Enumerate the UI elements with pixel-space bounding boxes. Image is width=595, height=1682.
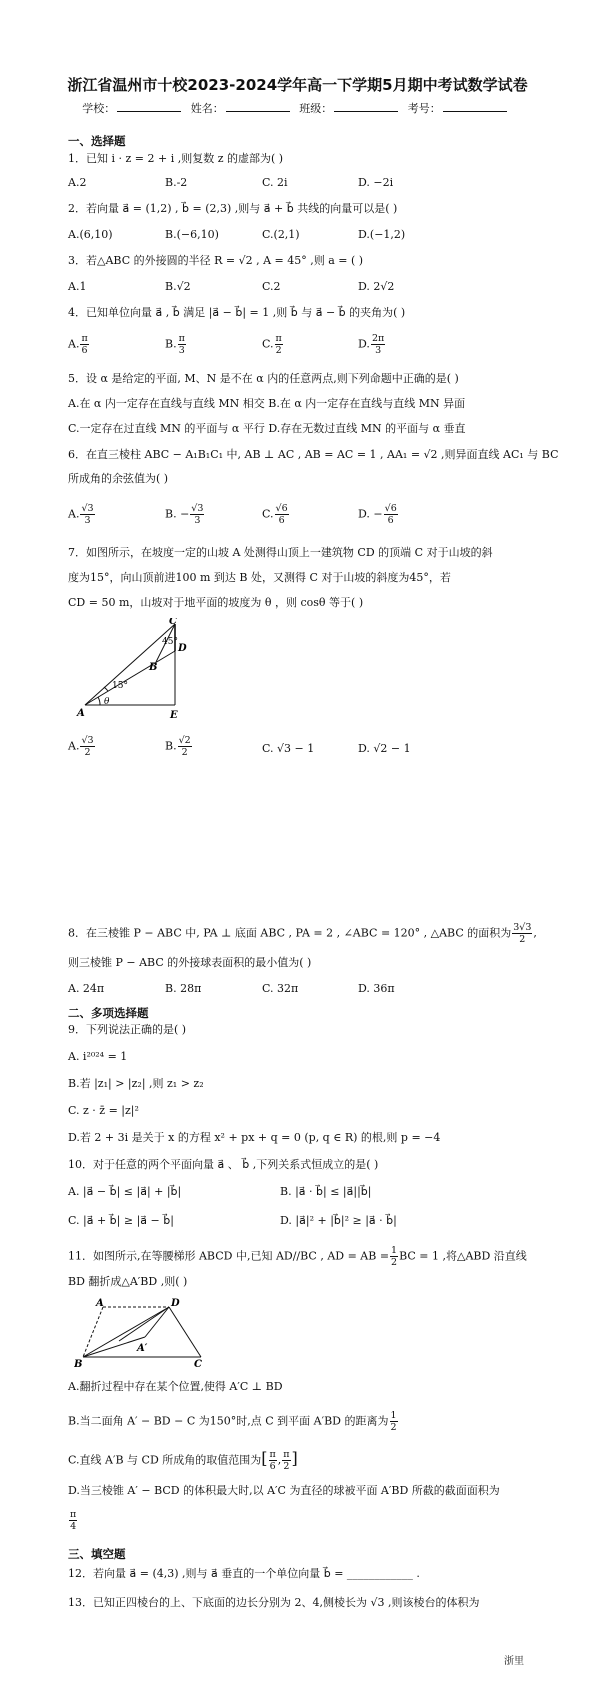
q11-option-d-line2 xyxy=(68,1509,78,1532)
q9-option-c: C. z · z̄ = |z|² xyxy=(68,1104,139,1117)
q8-stem-text: 8．在三棱锥 P − ABC 中, PA ⊥ 底面 ABC , PA = 2 , ∠ABC = 120° , △ABC 的面积为 xyxy=(68,926,512,940)
q11-label-a: A xyxy=(96,1298,104,1309)
footer-watermark: 浙里 xyxy=(504,1656,524,1667)
q3-option-d: D. 2√2 xyxy=(358,280,395,293)
q11-b-text: B.当二面角 A′ − BD − C 为150°时,点 C 到平面 A′BD 的距离为 xyxy=(68,1414,389,1428)
student-info-row xyxy=(0,100,595,116)
q4-d-label: D. xyxy=(358,337,370,351)
q7-option-a xyxy=(68,735,96,758)
q7-label-45deg: 45° xyxy=(162,637,178,647)
question-3-stem: 3．若△ABC 的外接圆的半径 R = √2 , A = 45° ,则 a = ( ) xyxy=(68,254,364,267)
q2-option-d: D.(−1,2) xyxy=(358,228,406,241)
q11-edge-dc xyxy=(169,1307,201,1357)
q8-option-b: B. 28π xyxy=(165,982,202,995)
question-6-stem-line1: 6．在直三棱柱 ABC − A₁B₁C₁ 中, AB ⊥ AC , AB = AC = 1 , AA₁ = √2 ,则异面直线 AC₁ 与 BC xyxy=(68,448,559,461)
q7-option-d: D. √2 − 1 xyxy=(358,742,411,755)
q6-d-fraction: $\frac{√6}{6}$ xyxy=(384,503,397,526)
name-label: 姓名： xyxy=(190,102,224,115)
q11-c-bracket-right: ] xyxy=(291,1448,298,1468)
q6-b-fraction: $\frac{√3}{3}$ xyxy=(191,503,204,526)
q11-label-c: C xyxy=(194,1359,202,1369)
question-4-stem: 4．已知单位向量 a⃗ , b⃗ 满足 |a⃗ − b⃗| = 1 ,则 b⃗ 与 a⃗ − b⃗ 的夹角为( ) xyxy=(68,306,406,319)
question-10-stem: 10．对于任意的两个平面向量 a⃗ 、 b⃗ ,下列关系式恒成立的是( ) xyxy=(68,1158,379,1171)
q9-option-b: B.若 |z₁| > |z₂| ,则 z₁ > z₂ xyxy=(68,1077,204,1090)
q11-half-fraction: $\frac{1}{2}$ xyxy=(391,1245,398,1268)
q4-d-fraction: $\frac{2\pi}{3}$ xyxy=(371,333,385,356)
q7-label-d: D xyxy=(178,643,187,654)
question-11-stem-line2: BD 翻折成△A′BD ,则( ) xyxy=(68,1275,188,1288)
q4-option-c xyxy=(262,333,284,356)
q4-c-fraction: $\frac{\pi}{2}$ xyxy=(275,333,282,356)
q7-a-fraction: $\frac{√3}{2}$ xyxy=(81,735,94,758)
q5-options-cd: C.一定存在过直线 MN 的平面与 α 平行 D.存在无数过直线 MN 的平面与 α 垂直 xyxy=(68,422,466,435)
q6-a-label: A. xyxy=(68,507,80,521)
class-label: 班级： xyxy=(299,102,333,115)
q3-option-b: B.√2 xyxy=(165,280,191,293)
question-7-stem-line3: CD = 50 m，山坡对于地平面的坡度为 θ ，则 cosθ 等于( ) xyxy=(68,596,364,609)
q11-option-a: A.翻折过程中存在某个位置,使得 A′C ⊥ BD xyxy=(68,1380,283,1393)
q7-label-e: E xyxy=(170,710,178,721)
q4-a-label: A. xyxy=(68,337,80,351)
q6-option-d xyxy=(358,503,399,526)
q11-c-bracket-left: [ xyxy=(261,1448,268,1468)
question-2-stem: 2．若向量 a⃗ = (1,2) , b⃗ = (2,3) ,则与 a⃗ + b⃗ 共线的向量可以是( ) xyxy=(68,202,398,215)
q7-label-b: B xyxy=(149,662,158,673)
section-heading-choice: 一、选择题 xyxy=(68,134,126,148)
question-1-stem: 1．已知 i · z = 2 + i ,则复数 z 的虚部为( ) xyxy=(68,152,284,165)
q6-c-label: C. xyxy=(262,507,274,521)
q11-b-fraction: $\frac{1}{2}$ xyxy=(390,1410,397,1433)
q11-stem-text-post: BC = 1 ,将△ABD 沿直线 xyxy=(399,1249,527,1263)
question-13-stem: 13．已知正四棱台的上、下底面的边长分别为 2、4,侧棱长为 √3 ,则该棱台的体积为 xyxy=(68,1596,480,1609)
exam-no-blank xyxy=(443,101,507,112)
q11-label-b: B xyxy=(74,1359,83,1369)
q7-label-15deg: 15° xyxy=(112,681,128,691)
q7-theta-arc xyxy=(98,697,100,705)
q7-label-theta: θ xyxy=(104,697,110,707)
q5-options-ab: A.在 α 内一定存在直线与直线 MN 相交 B.在 α 内一定存在直线与直线 MN 异面 xyxy=(68,397,466,410)
q4-option-d xyxy=(358,333,386,356)
question-9-stem: 9．下列说法正确的是( ) xyxy=(68,1023,187,1036)
q11-edge-a2d xyxy=(145,1307,169,1337)
q4-option-b xyxy=(165,333,187,356)
name-blank xyxy=(226,101,290,112)
q7-b-fraction: $\frac{√2}{2}$ xyxy=(178,735,191,758)
q2-option-a: A.(6,10) xyxy=(68,228,113,241)
question-11-stem-line1 xyxy=(68,1245,527,1268)
question-8-stem-line1 xyxy=(68,922,537,945)
q11-label-a-prime: A′ xyxy=(137,1343,148,1354)
q10-option-d: D. |a⃗|² + |b⃗|² ≥ |a⃗ · b⃗| xyxy=(280,1214,397,1227)
q7-15deg-arc xyxy=(104,687,108,691)
q11-option-b xyxy=(68,1410,399,1433)
question-12-stem: 12．若向量 a⃗ = (4,3) ,则与 a⃗ 垂直的一个单位向量 b⃗ = ____________ . xyxy=(68,1567,420,1580)
q6-option-c xyxy=(262,503,290,526)
q7-label-a: A xyxy=(77,708,85,719)
q2-option-c: C.(2,1) xyxy=(262,228,300,241)
class-blank xyxy=(334,101,398,112)
q11-edge-ba2 xyxy=(83,1337,145,1357)
q8-option-a: A. 24π xyxy=(68,982,105,995)
exam-title: 浙江省温州市十校2023-2024学年高一下学期5月期中考试数学试卷 xyxy=(67,76,528,94)
q8-option-d: D. 36π xyxy=(358,982,395,995)
q8-area-fraction: $\frac{3√3}{2}$ xyxy=(513,922,532,945)
q10-option-a: A. |a⃗ − b⃗| ≤ |a⃗| + |b⃗| xyxy=(68,1185,182,1198)
q4-c-label: C. xyxy=(262,337,274,351)
q7-b-label: B. xyxy=(165,739,177,753)
question-5-stem: 5．设 α 是给定的平面, M、N 是不在 α 内的任意两点,则下列命题中正确的是( ) xyxy=(68,372,459,385)
q4-a-fraction: $\frac{\pi}{6}$ xyxy=(81,333,88,356)
exam-no-label: 考号： xyxy=(407,102,441,115)
q1-option-a: A.2 xyxy=(68,176,87,189)
q6-option-b xyxy=(165,503,205,526)
q11-c-separator: , xyxy=(277,1453,282,1467)
q1-option-d: D. −2i xyxy=(358,176,394,189)
q8-option-c: C. 32π xyxy=(262,982,299,995)
q3-option-c: C.2 xyxy=(262,280,281,293)
q1-option-b: B.-2 xyxy=(165,176,188,189)
q7-a-label: A. xyxy=(68,739,80,753)
q2-option-b: B.(−6,10) xyxy=(165,228,219,241)
q11-d-fraction: $\frac{\pi}{4}$ xyxy=(70,1509,77,1532)
school-label: 学校： xyxy=(82,102,116,115)
q11-c-fraction-1: $\frac{\pi}{6}$ xyxy=(269,1449,276,1472)
q7-option-c: C. √3 − 1 xyxy=(262,742,315,755)
q1-option-c: C. 2i xyxy=(262,176,288,189)
q7-label-c: C xyxy=(169,618,177,627)
q11-option-c xyxy=(68,1449,298,1472)
q4-option-a xyxy=(68,333,90,356)
q11-label-d: D xyxy=(171,1298,180,1309)
q10-option-b: B. |a⃗ · b⃗| ≤ |a⃗||b⃗| xyxy=(280,1185,372,1198)
q6-c-fraction: $\frac{√6}{6}$ xyxy=(275,503,288,526)
q7-option-b xyxy=(165,735,193,758)
q3-option-a: A.1 xyxy=(68,280,87,293)
q4-b-fraction: $\frac{\pi}{3}$ xyxy=(178,333,185,356)
q7-slope-figure xyxy=(74,618,204,722)
q4-b-label: B. xyxy=(165,337,177,351)
q11-c-fraction-2: $\frac{\pi}{2}$ xyxy=(283,1449,290,1472)
q10-option-c: C. |a⃗ + b⃗| ≥ |a⃗ − b⃗| xyxy=(68,1214,174,1227)
question-6-stem-line2: 所成角的余弦值为( ) xyxy=(68,472,169,485)
q6-option-a xyxy=(68,503,96,526)
q11-option-d-line1: D.当三棱锥 A′ − BCD 的体积最大时,以 A′C 为直径的球被平面 A′BD 所截的截面面积为 xyxy=(68,1484,500,1497)
q9-option-a: A. i²⁰²⁴ = 1 xyxy=(68,1050,128,1063)
q11-edge-ab-dashed xyxy=(83,1307,103,1357)
question-7-stem-line1: 7．如图所示，在坡度一定的山坡 A 处测得山顶上一建筑物 CD 的顶端 C 对于山坡的斜 xyxy=(68,546,493,559)
q11-edge-inner xyxy=(119,1307,169,1341)
q6-b-label: B. − xyxy=(165,507,190,521)
q11-stem-text: 11．如图所示,在等腰梯形 ABCD 中,已知 AD//BC , AD = AB = xyxy=(68,1249,390,1263)
q11-edge-bd xyxy=(83,1307,169,1357)
section-heading-multi: 二、多项选择题 xyxy=(68,1006,149,1020)
q6-d-label: D. − xyxy=(358,507,383,521)
school-blank xyxy=(117,101,181,112)
section-heading-fill: 三、填空题 xyxy=(68,1547,126,1561)
q11-trapezoid-figure xyxy=(74,1297,204,1369)
q11-c-text: C.直线 A′B 与 CD 所成角的取值范围为 xyxy=(68,1453,262,1467)
q9-option-d: D.若 2 + 3i 是关于 x 的方程 x² + px + q = 0 (p, q ∈ R) 的根,则 p = −4 xyxy=(68,1131,441,1144)
question-8-stem-line2: 则三棱锥 P − ABC 的外接球表面积的最小值为( ) xyxy=(68,956,312,969)
q8-stem-comma: , xyxy=(533,926,537,940)
question-7-stem-line2: 度为15°，向山顶前进100 m 到达 B 处，又测得 C 对于山坡的斜度为45°，若 xyxy=(68,571,451,584)
q6-a-fraction: $\frac{√3}{3}$ xyxy=(81,503,94,526)
